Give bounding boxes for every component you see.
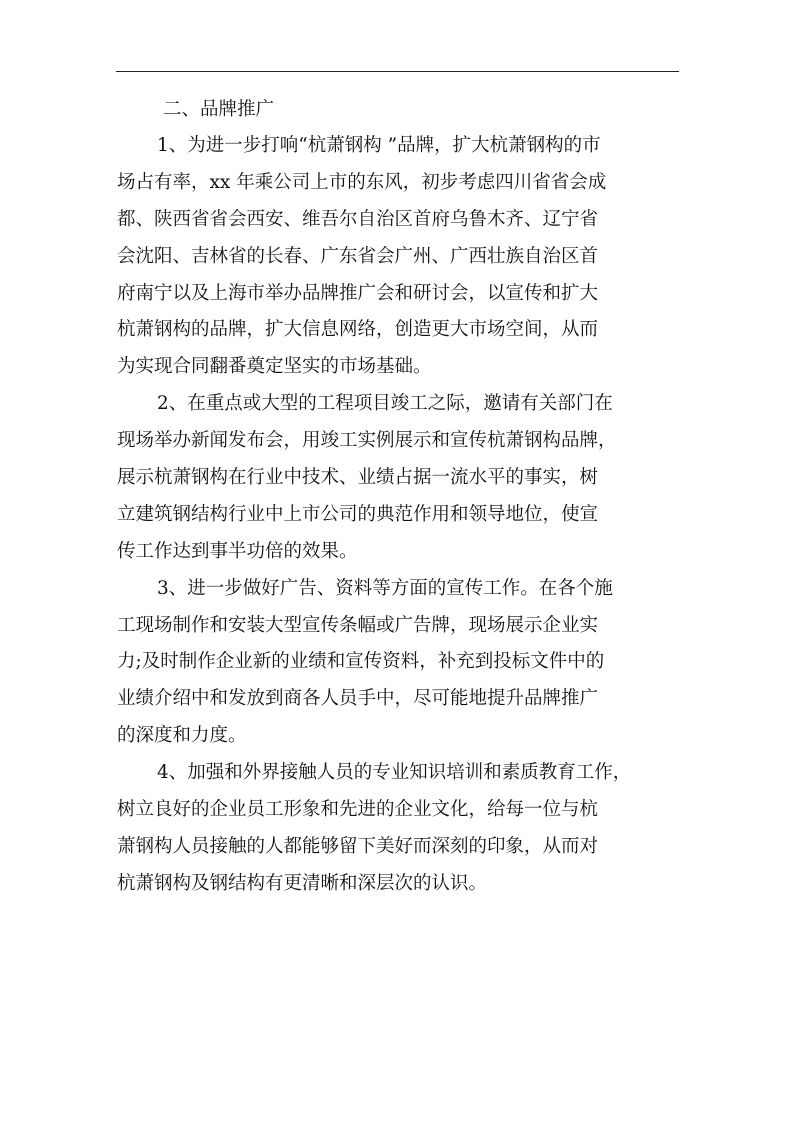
paragraph-3 <box>117 571 683 755</box>
text-line: 萧钢构人员接触的人都能够留下美好而深刻的印象，从而对 <box>117 835 599 857</box>
text-line: 现场举办新闻发布会，用竣工实例展示和宣传杭萧钢构品牌， <box>117 430 617 452</box>
document-body <box>117 92 683 903</box>
text-line: 都、陕西省省会西安、维吾尔自治区首府乌鲁木齐、辽宁省 <box>117 208 599 230</box>
header-rule <box>116 71 679 72</box>
text-line: 1、为进一步打响“杭萧钢构 ”品牌，扩大杭萧钢构的市 <box>157 135 601 156</box>
text-line: 杭萧钢构的品牌，扩大信息网络，创造更大市场空间，从而 <box>117 319 599 341</box>
text-line: 树立良好的企业员工形象和先进的企业文化，给每一位与杭 <box>117 799 599 821</box>
paragraph-2 <box>117 386 683 570</box>
text-line: 4、加强和外界接触人员的专业知识培训和素质教育工作， <box>157 762 632 784</box>
text-line: 传工作达到事半功倍的效果。 <box>117 540 358 562</box>
text-line: 的深度和力度。 <box>117 725 247 747</box>
paragraph-1 <box>117 128 683 386</box>
text-line: 业绩介绍中和发放到商各人员手中，尽可能地提升品牌推广 <box>117 688 599 710</box>
text-line: 展示杭萧钢构在行业中技术、业绩占据一流水平的事实，树 <box>117 467 599 489</box>
paragraph-4 <box>117 755 683 903</box>
text-line: 力;及时制作企业新的业绩和宣传资料，补充到投标文件中的 <box>117 651 605 673</box>
text-line: 立建筑钢结构行业中上市公司的典范作用和领导地位，使宣 <box>117 503 599 525</box>
text-line: 为实现合同翻番奠定坚实的市场基础。 <box>117 356 432 378</box>
text-line: 3、进一步做好广告、资料等方面的宣传工作。在各个施 <box>157 577 613 599</box>
text-line: 府南宁以及上海市举办品牌推广会和研讨会，以宣传和扩大 <box>117 282 599 304</box>
text-line: 工现场制作和安装大型宣传条幅或广告牌，现场展示企业实 <box>117 614 599 636</box>
text-line: 场占有率，xx 年乘公司上市的东风，初步考虑四川省省会成 <box>117 171 607 193</box>
text-line: 2、在重点或大型的工程项目竣工之际，邀请有关部门在 <box>157 393 613 415</box>
text-line: 杭萧钢构及钢结构有更清晰和深层次的认识。 <box>117 872 488 894</box>
text-line: 会沈阳、吉林省的长春、广东省会广州、广西壮族自治区首 <box>117 245 599 267</box>
section-heading: 二、品牌推广 <box>163 99 275 120</box>
